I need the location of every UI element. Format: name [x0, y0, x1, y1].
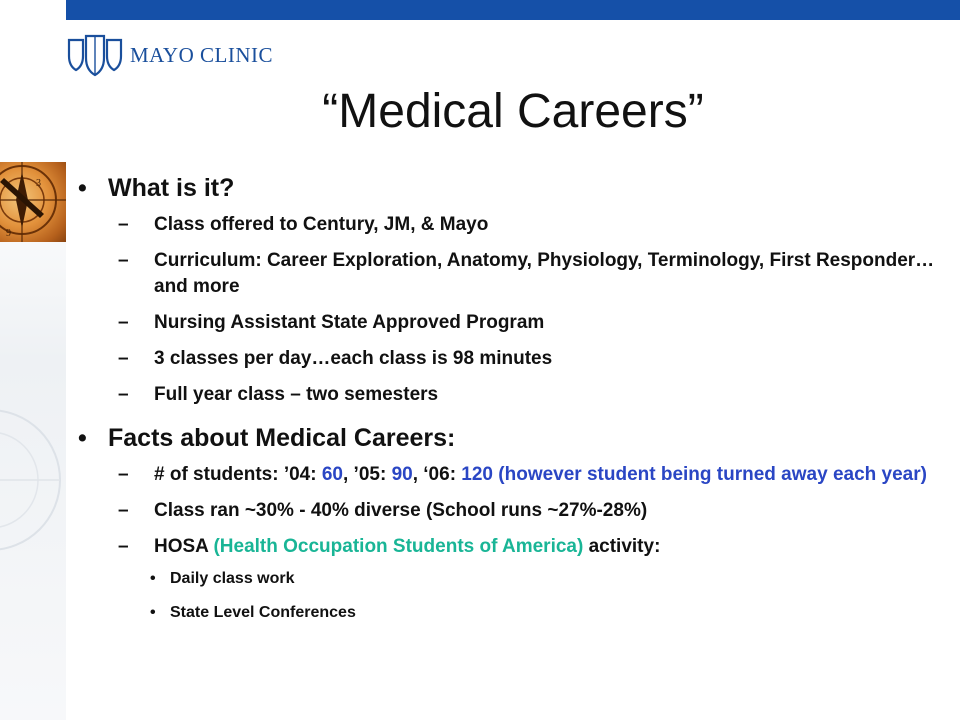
- dash-icon: –: [118, 384, 129, 405]
- dash-icon: –: [118, 214, 129, 235]
- compass-image: [0, 162, 66, 242]
- subitem-diverse: – Class ran ~30% - 40% diverse (School runs ~27%-28%): [78, 498, 938, 524]
- bullet-icon: •: [150, 570, 156, 587]
- faint-compass-watermark: [0, 380, 66, 580]
- subitem-classes-per-day: – 3 classes per day…each class is 98 minutes: [78, 346, 938, 372]
- dash-icon: –: [118, 250, 129, 271]
- dash-icon: –: [118, 312, 129, 333]
- activity-daily-class-work: • Daily class work: [78, 568, 938, 590]
- subitem-curriculum: – Curriculum: Career Exploration, Anatomy, Physiology, Terminology, First Responder…and more: [118, 250, 935, 297]
- slide-body: [78, 172, 938, 624]
- subitem-full-year: – Full year class – two semesters: [78, 382, 938, 408]
- bullet-what-is-it: • What is it?: [78, 174, 235, 202]
- mayo-shields-icon: [66, 32, 124, 78]
- subitem-nursing-assistant: – Nursing Assistant State Approved Program: [78, 310, 938, 336]
- mayo-clinic-logo: [66, 30, 273, 80]
- subitem-students: – # of students: ’04: 60, ’05: 90, ‘06: 120 (however student being turned away each year): [78, 462, 938, 488]
- subitem-class-offered: – Class offered to Century, JM, & Mayo: [78, 212, 938, 238]
- dash-icon: –: [118, 348, 129, 369]
- svg-text:9: 9: [6, 228, 11, 239]
- subitem-hosa: – HOSA (Health Occupation Students of America) activity:: [78, 534, 938, 560]
- dash-icon: –: [118, 464, 129, 485]
- bullet-icon: •: [150, 604, 156, 621]
- bullet-icon: •: [78, 424, 87, 452]
- slide-title: “Medical Careers”: [322, 85, 704, 138]
- logo-text: MAYO CLINIC: [130, 42, 273, 67]
- bullet-icon: •: [78, 174, 87, 202]
- svg-text:3: 3: [36, 178, 41, 189]
- dash-icon: –: [118, 536, 129, 557]
- left-decorative-strip: [0, 0, 66, 720]
- activity-state-conferences: • State Level Conferences: [78, 602, 938, 624]
- dash-icon: –: [118, 500, 129, 521]
- bullet-facts: • Facts about Medical Careers:: [78, 424, 456, 452]
- top-accent-bar: [66, 0, 960, 20]
